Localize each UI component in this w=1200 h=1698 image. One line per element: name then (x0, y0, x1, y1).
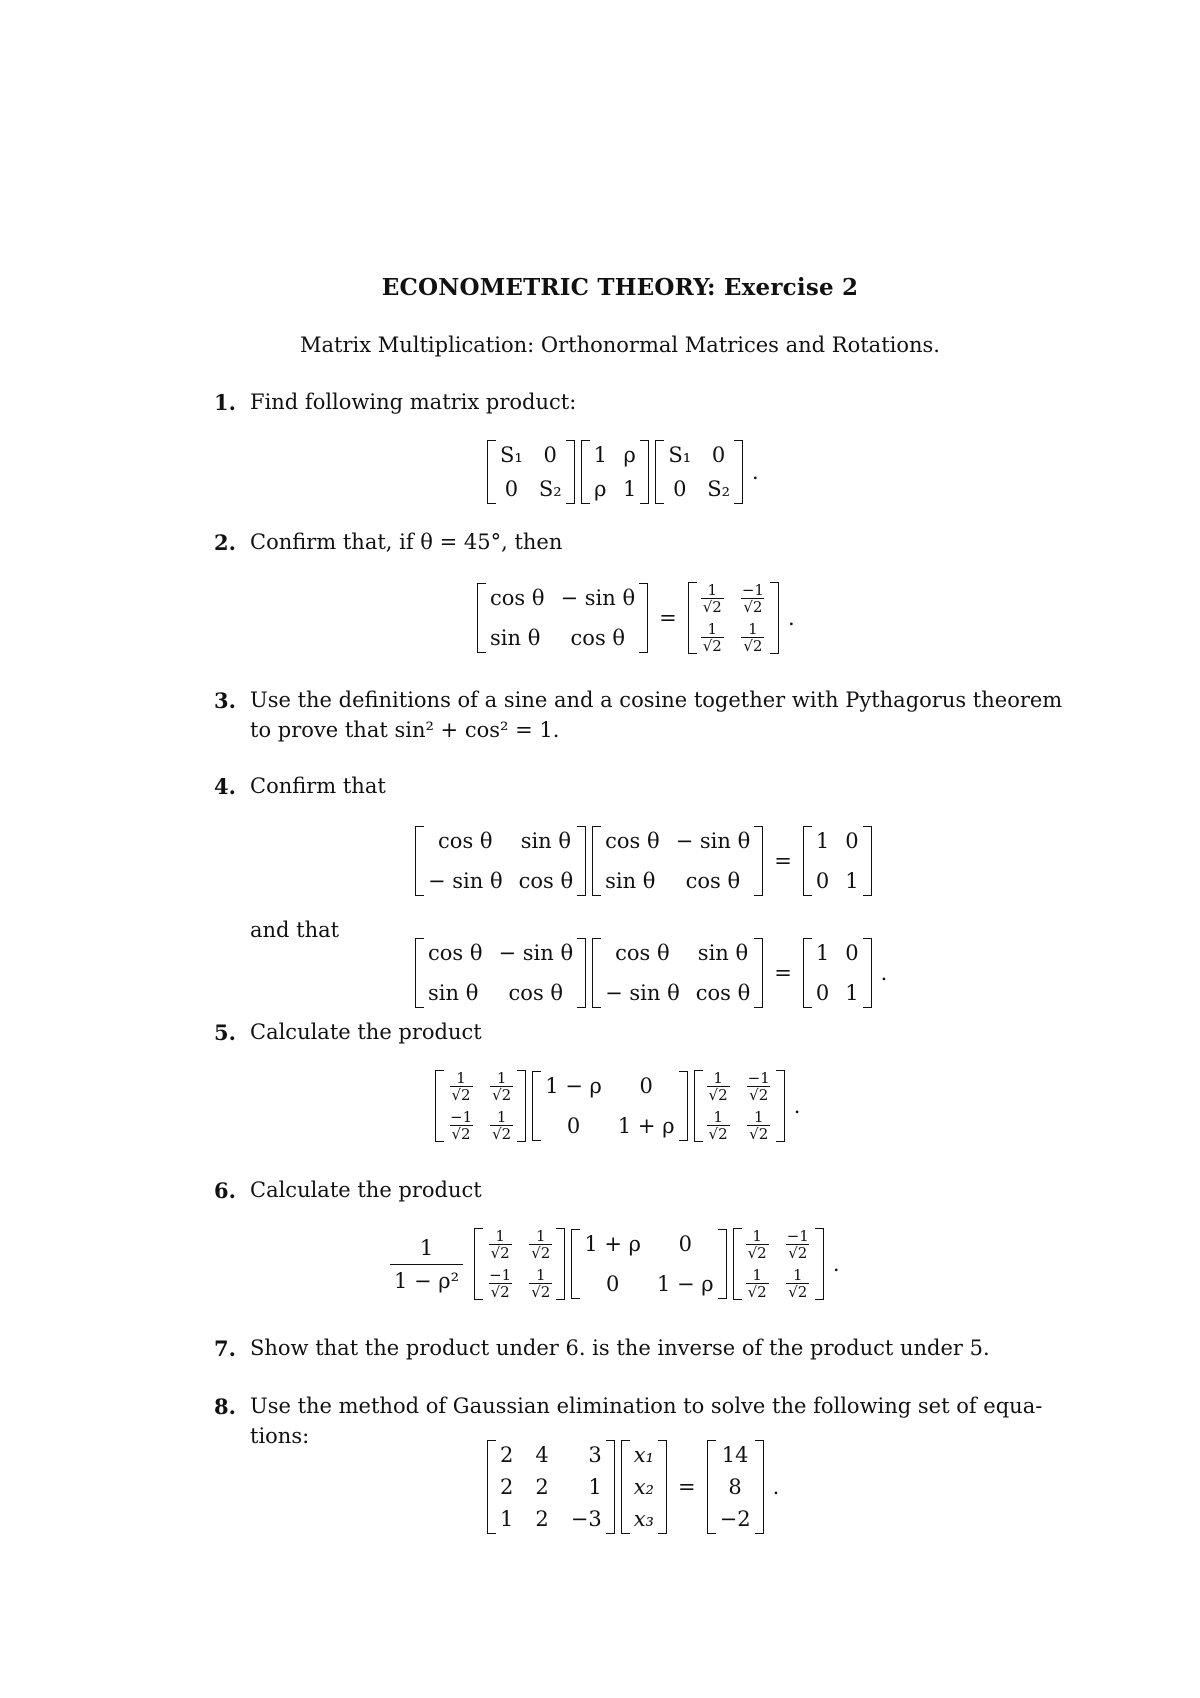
matrix-cell: 1 − ρ (545, 1074, 602, 1098)
diagonal-matrix (532, 1071, 687, 1141)
matrix-cell: 1 (500, 1507, 514, 1531)
page-subtitle: Matrix Multiplication: Orthonormal Matrices and Rotations. (300, 333, 940, 357)
orthonormal-matrix (435, 1070, 526, 1142)
fraction: $\frac{1}{√2}$ (490, 1227, 510, 1262)
matrix-cell: 1 + ρ (584, 1232, 641, 1256)
matrix-cell: S₂ (707, 477, 730, 501)
exercise-number: 6. (214, 1178, 236, 1203)
matrix-cell: 0 (673, 477, 687, 501)
matrix-cell: cos θ (518, 869, 574, 893)
matrix-cell: 0 (566, 1114, 581, 1138)
matrix-s (655, 440, 743, 504)
equals-sign: = (659, 606, 677, 630)
rhs-vector (707, 1440, 764, 1534)
matrix-cell: 1 (815, 829, 830, 853)
matrix-cell: −3 (570, 1507, 602, 1531)
exercise-number: 4. (214, 774, 236, 799)
matrix-s (487, 440, 575, 504)
exercise-text: Confirm that (250, 774, 386, 798)
identity-matrix (803, 938, 872, 1008)
fraction: $\frac{1}{√2}$ (492, 1069, 512, 1104)
rotation-matrix (415, 938, 586, 1008)
period: . (772, 1475, 780, 1499)
exercise-number: 5. (214, 1020, 236, 1045)
vector-cell: −2 (719, 1507, 751, 1531)
fraction: $\frac{1}{√2}$ (702, 581, 722, 616)
fraction: $\frac{1}{√2}$ (708, 1069, 728, 1104)
matrix-cell: 1 (845, 869, 859, 893)
fraction: $\frac{1}{√2}$ (743, 620, 763, 655)
matrix-rho (581, 440, 650, 504)
matrix-cell: − sin θ (498, 941, 574, 965)
matrix-cell: 1 (845, 981, 859, 1005)
matrix-cell: sin θ (490, 626, 541, 650)
equals-sign: = (774, 849, 792, 873)
matrix-cell: − sin θ (428, 869, 503, 893)
matrix-cell: 0 (504, 477, 519, 501)
matrix-cell: 2 (535, 1475, 549, 1499)
exercise-text: Use the method of Gaussian elimination to solve the following set of equa- (250, 1394, 1043, 1418)
matrix-cell: cos θ (695, 981, 751, 1005)
rotation-transpose-matrix (415, 826, 586, 896)
matrix-cell: 0 (678, 1232, 692, 1256)
matrix-cell: 2 (535, 1507, 549, 1531)
exercise-number: 1. (214, 390, 236, 415)
matrix-cell: 0 (605, 1272, 620, 1296)
matrix-cell: ρ (623, 443, 636, 467)
orthonormal-matrix (474, 1228, 565, 1300)
matrix-cell: S₁ (500, 443, 523, 467)
fraction: $\frac{-1}{√2}$ (786, 1227, 809, 1262)
matrix-cell: 1 (815, 941, 830, 965)
matrix-cell: 1 (623, 477, 637, 501)
coefficient-matrix (487, 1440, 615, 1534)
matrix-cell: S₁ (668, 443, 692, 467)
matrix-cell: 3 (588, 1443, 602, 1467)
fraction: $\frac{-1}{√2}$ (450, 1108, 473, 1143)
matrix-cell: 2 (500, 1443, 514, 1467)
vector-cell: 14 (721, 1443, 749, 1467)
matrix-cell: 0 (815, 869, 830, 893)
exercise-number: 8. (214, 1394, 236, 1419)
matrix-cell: 0 (711, 443, 726, 467)
matrix-cell: cos θ (685, 869, 741, 893)
matrix-cell: 0 (845, 829, 859, 853)
matrix-cell: ρ (594, 477, 607, 501)
fraction: $\frac{-1}{√2}$ (741, 581, 764, 616)
matrix-cell: cos θ (615, 941, 670, 965)
exercise-text: Use the definitions of a sine and a cosine together with Pythagorus theorem (250, 688, 1063, 712)
equation-2 (474, 582, 795, 654)
fraction: $\frac{1}{√2}$ (702, 620, 722, 655)
period: . (832, 1252, 840, 1276)
matrix-cell: 4 (535, 1443, 549, 1467)
matrix-cell: 1 (588, 1475, 602, 1499)
matrix-cell: sin θ (605, 869, 656, 893)
vector-cell: 8 (728, 1475, 742, 1499)
period: . (793, 1094, 801, 1118)
fraction: $\frac{1}{√2}$ (531, 1266, 551, 1301)
exercise-text-line2: to prove that sin² + cos² = 1. (250, 718, 560, 742)
exercise-text: Find following matrix product: (250, 390, 577, 414)
vector-cell: x₃ (633, 1507, 654, 1531)
matrix-cell: 0 (639, 1074, 653, 1098)
matrix-cell: − sin θ (560, 586, 636, 610)
matrix-cell: − sin θ (605, 981, 680, 1005)
equation-5 (432, 1070, 800, 1142)
equation-1 (484, 440, 759, 504)
identity-matrix (803, 826, 872, 896)
exercise-text: Confirm that, if θ = 45°, then (250, 530, 563, 554)
matrix-cell: 2 (500, 1475, 514, 1499)
fraction: $\frac{1}{√2}$ (788, 1266, 808, 1301)
exercise-number: 3. (214, 688, 236, 713)
matrix-cell: 0 (543, 443, 557, 467)
matrix-cell: cos θ (570, 626, 626, 650)
matrix-cell: cos θ (490, 586, 545, 610)
matrix-cell: 0 (815, 981, 830, 1005)
diagonal-matrix (571, 1229, 726, 1299)
matrix-cell: S₂ (538, 477, 562, 501)
exercise-text: Show that the product under 6. is the inverse of the product under 5. (250, 1336, 990, 1360)
and-that-text: and that (250, 918, 340, 942)
period: . (752, 460, 759, 484)
matrix-cell: 1 + ρ (617, 1114, 675, 1138)
fraction: $\frac{-1}{√2}$ (747, 1069, 770, 1104)
scalar-fraction: 1 1 − ρ² (390, 1236, 463, 1293)
fraction: $\frac{1}{√2}$ (747, 1227, 767, 1262)
matrix-cell: sin θ (520, 829, 572, 853)
unknowns-vector (621, 1440, 667, 1534)
period: . (880, 961, 888, 985)
rotation-matrix (592, 826, 763, 896)
period: . (787, 606, 795, 630)
fraction: $\frac{1}{√2}$ (531, 1227, 551, 1262)
rotation-matrix (477, 583, 648, 653)
equation-4b (412, 938, 887, 1008)
vector-cell: x₂ (633, 1475, 654, 1499)
fraction: $\frac{1}{√2}$ (749, 1108, 769, 1143)
equals-sign: = (774, 961, 792, 985)
exercise-text: Calculate the product (250, 1020, 482, 1044)
matrix-cell: cos θ (605, 829, 660, 853)
equation-8 (484, 1440, 779, 1534)
fraction: $\frac{1}{√2}$ (492, 1108, 512, 1143)
matrix-cell: sin θ (428, 981, 479, 1005)
fraction: $\frac{1}{√2}$ (708, 1108, 728, 1143)
matrix-cell: cos θ (438, 829, 493, 853)
matrix-cell: 0 (845, 941, 859, 965)
rotation-transpose-matrix (592, 938, 763, 1008)
page-title: ECONOMETRIC THEORY: Exercise 2 (381, 274, 859, 301)
matrix-cell: cos θ (508, 981, 564, 1005)
exercise-text-line2: tions: (250, 1424, 310, 1448)
equals-sign: = (677, 1475, 696, 1499)
matrix-cell: sin θ (697, 941, 749, 965)
exercise-text: Calculate the product (250, 1178, 482, 1202)
orthonormal-matrix (694, 1070, 785, 1142)
fraction: $\frac{-1}{√2}$ (489, 1266, 512, 1301)
fraction: $\frac{1}{√2}$ (451, 1069, 471, 1104)
equation-4a (412, 826, 875, 896)
matrix-cell: 1 − ρ (656, 1272, 714, 1296)
exercise-number: 2. (214, 530, 236, 555)
equation-6 (390, 1228, 840, 1300)
matrix-cell: 1 (593, 443, 607, 467)
fraction: $\frac{1}{√2}$ (747, 1266, 767, 1301)
matrix-cell: − sin θ (675, 829, 751, 853)
exercise-number: 7. (214, 1336, 236, 1361)
vector-cell: x₁ (633, 1443, 654, 1467)
orthonormal-matrix (733, 1228, 824, 1300)
rotation-matrix-45 (688, 582, 779, 654)
matrix-cell: cos θ (428, 941, 483, 965)
